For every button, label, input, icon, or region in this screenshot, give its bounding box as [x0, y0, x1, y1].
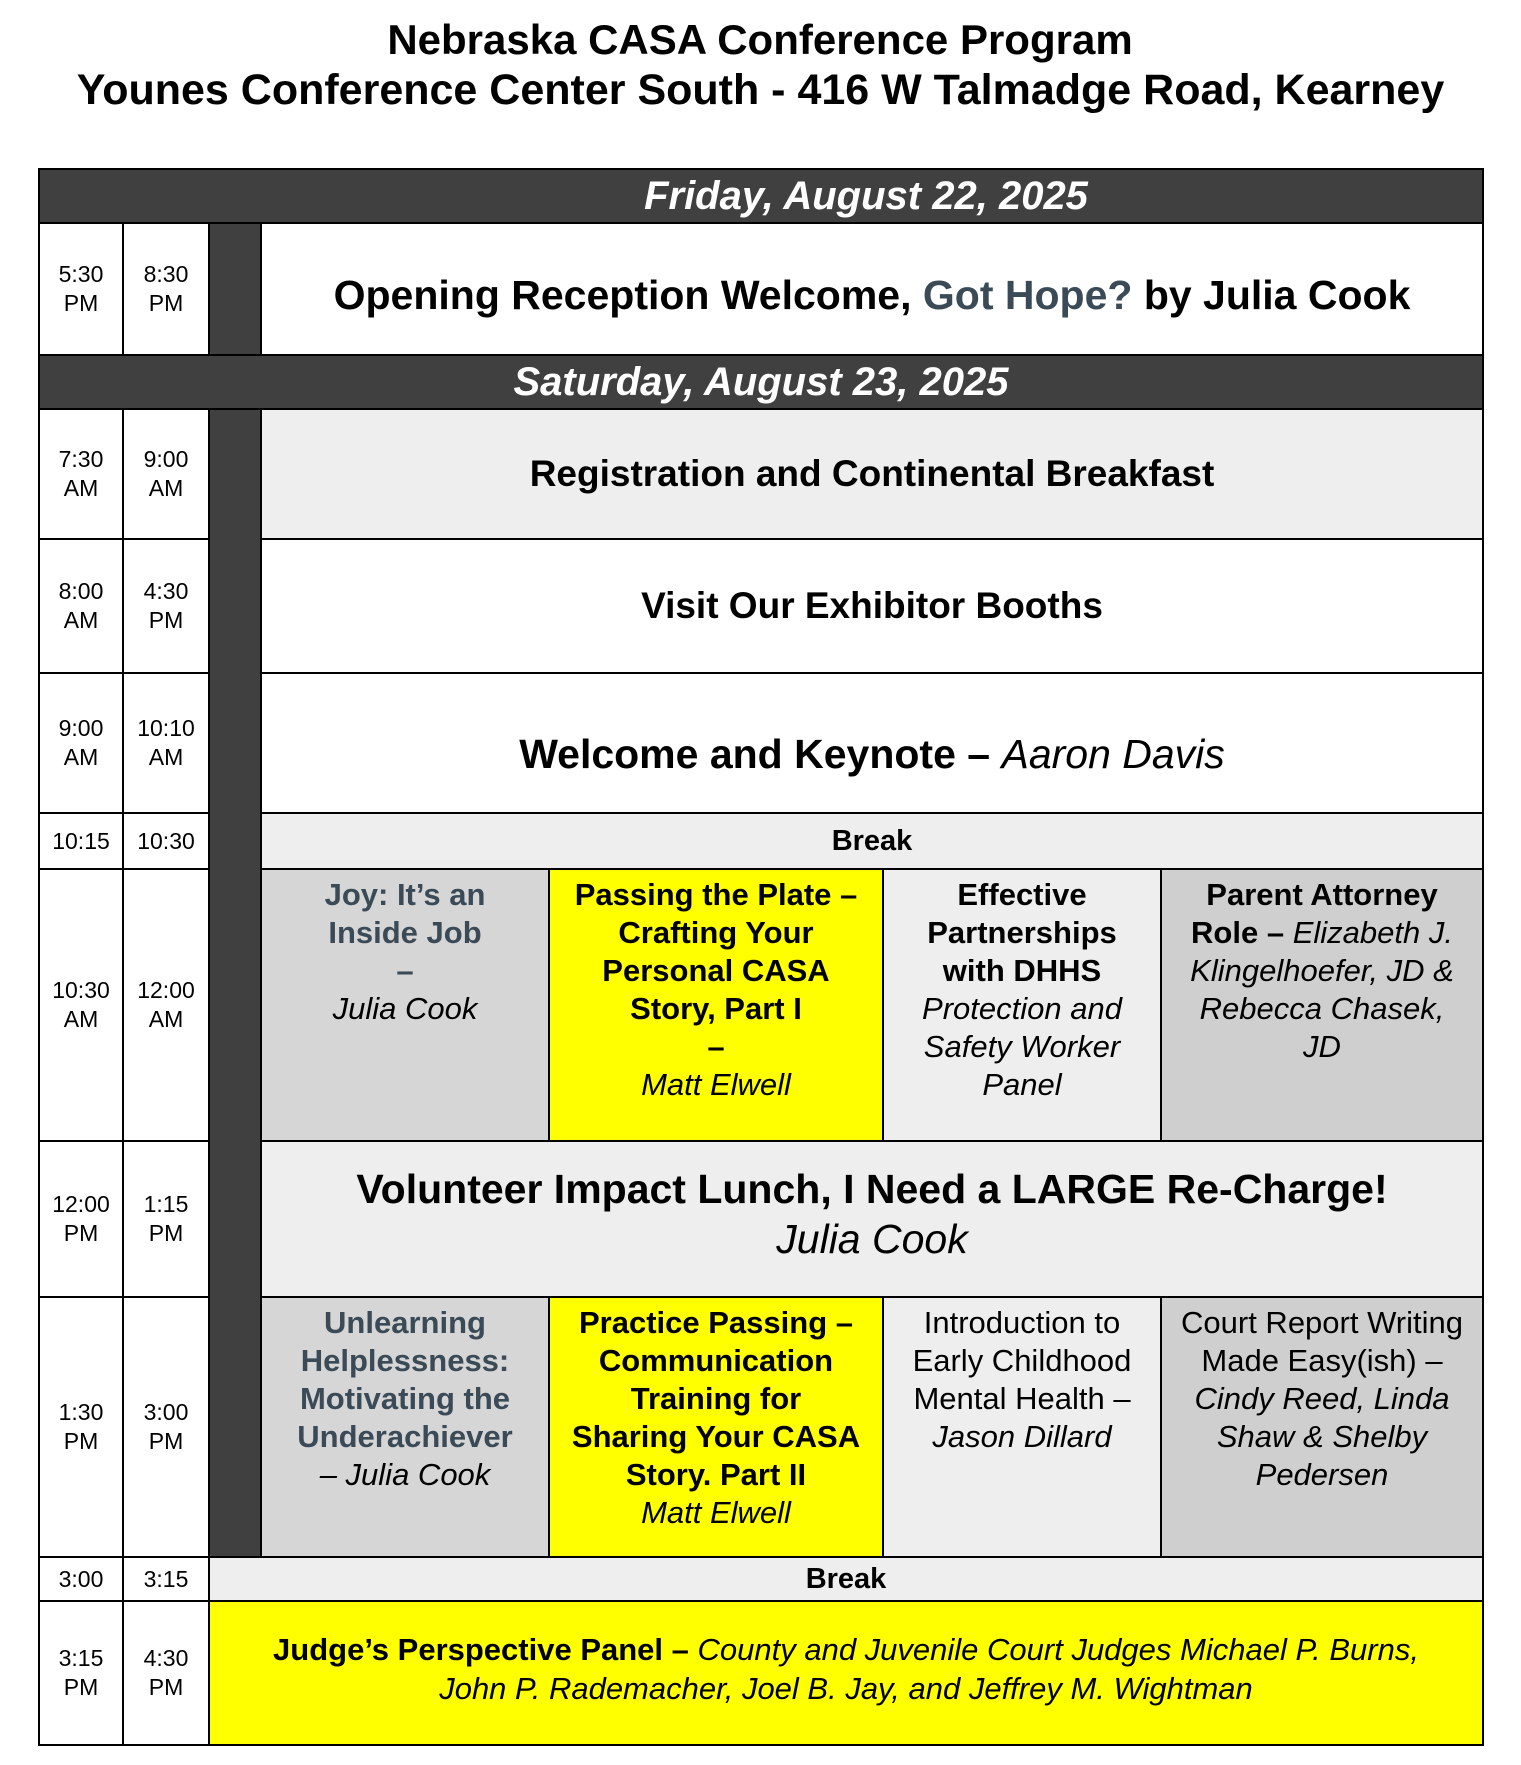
- end-time: 3:15: [122, 1556, 210, 1602]
- end-time: 4:30 PM: [122, 538, 210, 674]
- start-time: 5:30 PM: [38, 222, 124, 356]
- session-passing-the-plate: Passing the Plate – Crafting Your Personal CASA Story, Part I – Matt Elwell: [548, 868, 884, 1142]
- end-time: 10:10 AM: [122, 672, 210, 814]
- day-header-friday: [38, 168, 1484, 224]
- end-time: 12:00 AM: [122, 868, 210, 1142]
- end-time: 4:30 PM: [122, 1600, 210, 1746]
- day-header-saturday: [38, 354, 1484, 410]
- start-time: 7:30 AM: [38, 408, 124, 540]
- session-court-report-writing: Court Report Writing Made Easy(ish) – Cindy Reed, Linda Shaw & Shelby Pedersen: [1160, 1296, 1484, 1558]
- day-header-text: Saturday, August 23, 2025: [513, 359, 1009, 404]
- end-time: 10:30: [122, 812, 210, 870]
- session-practice-passing: Practice Passing – Communication Training for Sharing Your CASA Story. Part II Matt Elwell: [548, 1296, 884, 1558]
- session-parent-attorney-role: Parent Attorney Role – Elizabeth J. Klingelhoefer, JD & Rebecca Chasek, JD: [1160, 868, 1484, 1142]
- divider-bar: [208, 222, 262, 356]
- start-time: 3:15 PM: [38, 1600, 124, 1746]
- end-time: 1:15 PM: [122, 1140, 210, 1298]
- event-opening-reception: Opening Reception Welcome, Got Hope? by Julia Cook: [260, 222, 1484, 356]
- start-time: 9:00 AM: [38, 672, 124, 814]
- start-time: 3:00: [38, 1556, 124, 1602]
- session-effective-partnerships: Effective Partnerships with DHHS Protection and Safety Worker Panel: [882, 868, 1162, 1142]
- start-time: 10:15: [38, 812, 124, 870]
- event-registration: Registration and Continental Breakfast: [260, 408, 1484, 540]
- start-time: 10:30 AM: [38, 868, 124, 1142]
- end-time: 9:00 AM: [122, 408, 210, 540]
- event-keynote: Welcome and Keynote – Aaron Davis: [260, 672, 1484, 814]
- program-title: Nebraska CASA Conference Program: [387, 16, 1133, 63]
- start-time: 8:00 AM: [38, 538, 124, 674]
- session-early-childhood-mental-health: Introduction to Early Childhood Mental Health – Jason Dillard: [882, 1296, 1162, 1558]
- schedule-table: [38, 168, 1484, 1746]
- event-exhibitor-booths: Visit Our Exhibitor Booths: [260, 538, 1484, 674]
- event-judges-panel: Judge’s Perspective Panel – County and Juvenile Court Judges Michael P. Burns, John P. Rademacher, Joel B. Jay, and Jeffrey M. Wightman: [208, 1600, 1484, 1746]
- start-time: 1:30 PM: [38, 1296, 124, 1558]
- venue-subtitle: Younes Conference Center South - 416 W Talmadge Road, Kearney: [76, 66, 1445, 114]
- day-header-text: Friday, August 22, 2025: [644, 173, 1088, 218]
- session-unlearning-helplessness: Unlearning Helplessness: Motivating the Underachiever – Julia Cook: [260, 1296, 550, 1558]
- event-break: Break: [260, 812, 1484, 870]
- divider-bar: [208, 408, 262, 1558]
- start-time: 12:00 PM: [38, 1140, 124, 1298]
- end-time: 8:30 PM: [122, 222, 210, 356]
- event-volunteer-lunch: Volunteer Impact Lunch, I Need a LARGE Re-Charge! Julia Cook: [260, 1140, 1484, 1298]
- end-time: 3:00 PM: [122, 1296, 210, 1558]
- event-break: Break: [208, 1556, 1484, 1602]
- session-joy-inside-job: Joy: It’s an Inside Job – Julia Cook: [260, 868, 550, 1142]
